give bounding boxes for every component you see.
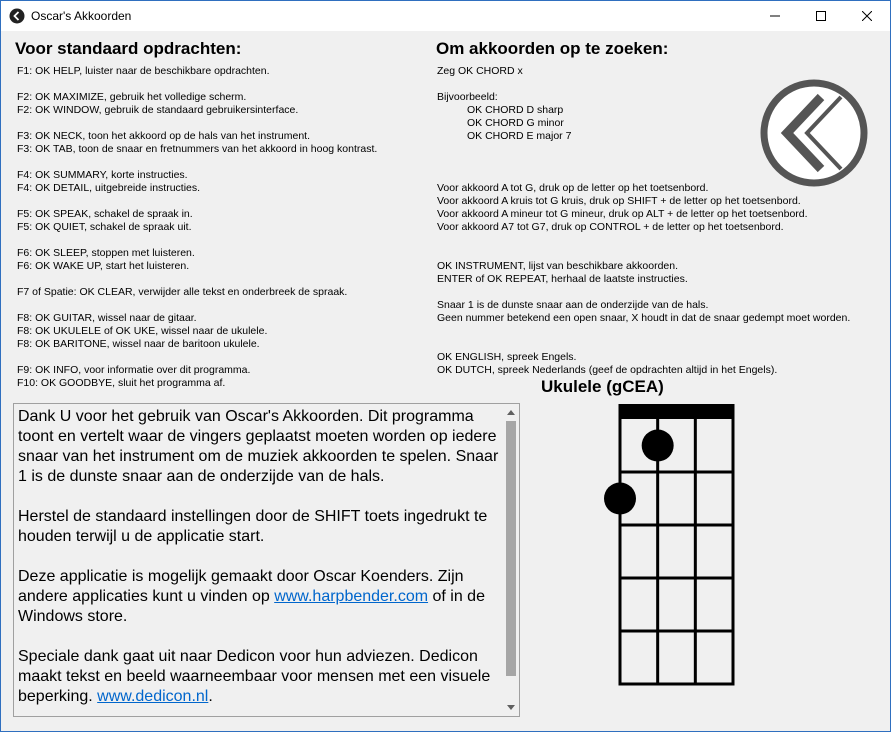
command-line: F3: OK TAB, toon de snaar en fretnummers van het akkoord in hoog kontrast. [17,143,378,155]
command-line: F5: OK QUIET, schakel de spraak uit. [17,221,192,233]
oscar-logo-icon [757,79,871,187]
instrument-instruction: OK INSTRUMENT, lijst van beschikbare akkoorden. [437,260,679,272]
example-item: OK CHORD E major 7 [467,130,572,142]
command-line: F8: OK BARITONE, wissel naar de baritoon ukulele. [17,338,260,350]
main-content [1,31,890,731]
finger-dot [642,430,674,462]
chords-heading: Om akkoorden op te zoeken: [436,39,669,58]
example-label: Bijvoorbeeld: [437,91,498,103]
command-line: F4: OK DETAIL, uitgebreide instructies. [17,182,201,194]
command-line: F2: OK MAXIMIZE, gebruik het volledige scherm. [17,91,247,103]
command-line: F9: OK INFO, voor informatie over dit programma. [17,364,251,376]
minimize-button[interactable] [752,1,798,31]
command-line: F4: OK SUMMARY, korte instructies. [17,169,188,181]
scroll-down-button[interactable] [502,699,519,716]
window-title: Oscar's Akkoorden [31,9,132,23]
about-paragraph: Dank U voor het gebruik van Oscar's Akkoorden. Dit programma toont en vertelt waar de vingers geplaatst moeten worden op iedere snaar van het instrument om de muziek akkoorden te spelen. Snaar 1 is de dunste snaar aan de onderzijde van de hals. [18,408,499,485]
command-line: F6: OK SLEEP, stoppen met luisteren. [17,247,195,259]
about-paragraph: Deze applicatie is mogelijk gemaakt door Oscar Koenders. Zijn andere applicaties kunt u vinden op www.harpbender.com of in de Windows store. [18,568,485,625]
repeat-instruction: ENTER of OK REPEAT, herhaal de laatste instructies. [437,273,688,285]
key-instruction: Voor akkoord A kruis tot G kruis, druk op SHIFT + de letter op het toetsenbord. [437,195,801,207]
chevron-up-icon [507,410,515,415]
commands-heading: Voor standaard opdrachten: [15,39,242,58]
command-line: F3: OK NECK, toon het akkoord op de hals van het instrument. [17,130,310,142]
about-textbox[interactable] [13,403,520,717]
maximize-icon [816,11,826,21]
about-paragraph: Speciale dank gaat uit naar Dedicon voor hun adviezen. Dedicon maakt tekst en beeld waarneembaar voor mensen met een visuele beperking. www.dedicon.nl. [18,648,491,705]
chord-diagram [596,401,746,721]
finger-dot [604,483,636,515]
key-instruction: Voor akkoord A7 tot G7, druk op CONTROL + de letter op het toetsenbord. [437,221,784,233]
chevron-down-icon [507,705,515,710]
close-button[interactable] [844,1,890,31]
language-instruction: OK ENGLISH, spreek Engels. [437,351,577,363]
example-item: OK CHORD D sharp [467,104,564,116]
command-line: F6: OK WAKE UP, start het luisteren. [17,260,190,272]
command-line: F5: OK SPEAK, schakel de spraak in. [17,208,193,220]
language-instruction: OK DUTCH, spreek Nederlands (geef de opdrachten altijd in het Engels). [437,364,778,376]
commands-list [17,65,377,390]
key-instruction: Voor akkoord A mineur tot G mineur, druk op ALT + de letter op het toetsenbord. [437,208,808,220]
nut [619,404,735,419]
app-logo-icon [9,8,25,24]
chord-diagram-title: Ukulele (gCEA) [541,377,664,396]
command-line: F7 of Spatie: OK CLEAR, verwijder alle tekst en onderbreek de spraak. [17,286,348,298]
about-paragraph: Herstel de standaard instellingen door de SHIFT toets ingedrukt te houden terwijl u de applicatie start. [18,508,488,545]
command-line: F1: OK HELP, luister naar de beschikbare opdrachten. [17,65,270,77]
dedicon-link[interactable]: www.dedicon.nl [97,688,209,705]
key-instruction: Voor akkoord A tot G, druk op de letter op het toetsenbord. [437,182,709,194]
command-line: F10: OK GOODBYE, sluit het programma af. [17,377,226,389]
command-line: F8: OK UKULELE of OK UKE, wissel naar de ukulele. [17,325,268,337]
scrollbar-thumb[interactable] [506,421,516,676]
minimize-icon [770,11,780,21]
title-bar[interactable] [1,1,890,31]
close-icon [862,11,872,21]
vertical-scrollbar[interactable] [502,404,519,716]
maximize-button[interactable] [798,1,844,31]
string-note: Geen nummer betekend een open snaar, X houdt in dat de snaar gedempt moet worden. [437,312,851,324]
example-item: OK CHORD G minor [467,117,564,129]
command-line: F2: OK WINDOW, gebruik de standaard gebruikersinterface. [17,104,299,116]
harpbender-link[interactable]: www.harpbender.com [274,588,429,605]
command-line: F8: OK GUITAR, wissel naar de gitaar. [17,312,197,324]
say-instruction: Zeg OK CHORD x [437,65,523,77]
string-note: Snaar 1 is de dunste snaar aan de onderzijde van de hals. [437,299,709,311]
scroll-up-button[interactable] [502,404,519,421]
